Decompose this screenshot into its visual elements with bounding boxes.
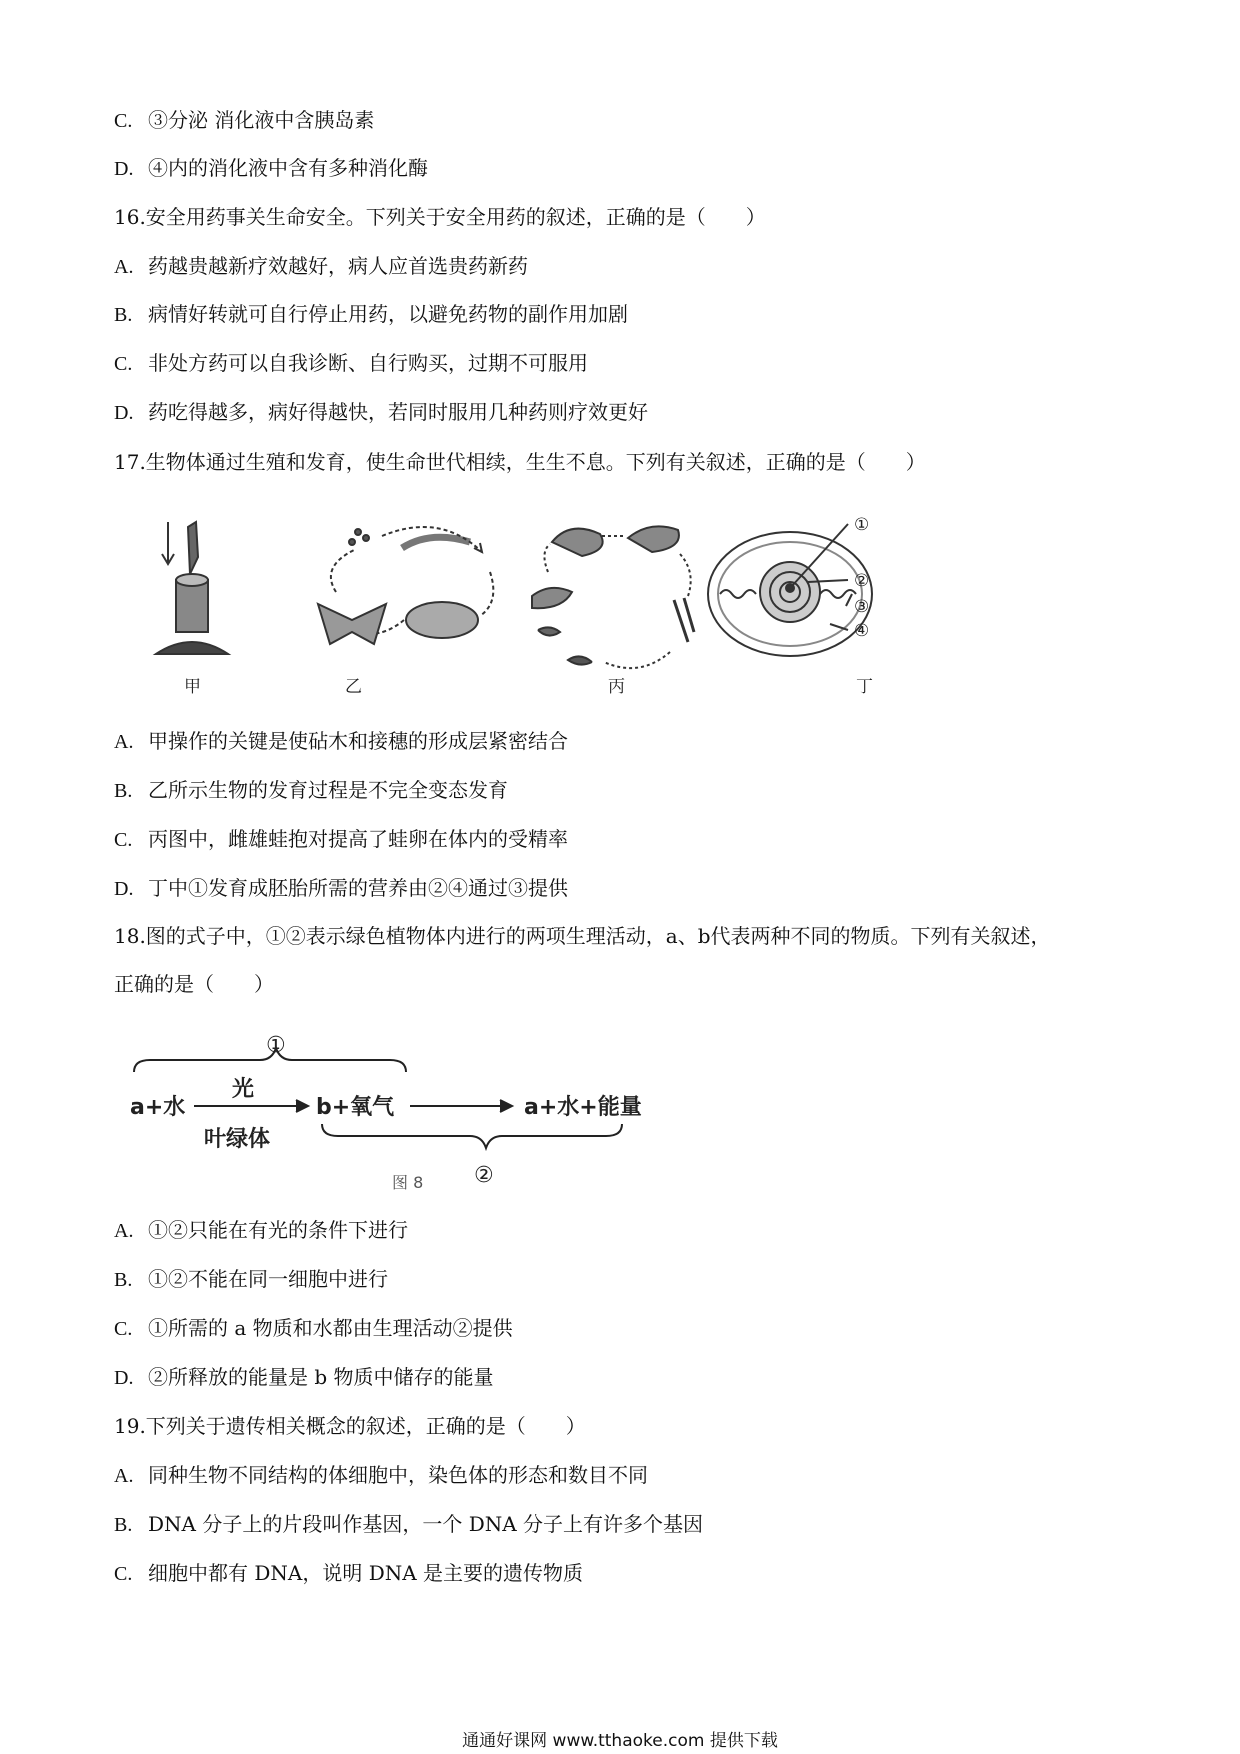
figure-label-yi: 乙 <box>345 677 362 697</box>
egg-marker-4: ④ <box>854 621 870 641</box>
q18-stem-line-1: 18.图的式子中，①②表示绿色植物体内进行的两项生理活动，a、b代表两种不同的物质。下列有关叙述， <box>114 924 1051 948</box>
brace-label-1: ① <box>266 1033 286 1058</box>
q19-option-a: A. 同种生物不同结构的体细胞中，染色体的形态和数目不同 <box>114 1463 648 1487</box>
bird-egg-illustration <box>708 524 872 656</box>
grafting-illustration <box>156 522 228 654</box>
q17-option-a: A. 甲操作的关键是使砧木和接穗的形成层紧密结合 <box>114 729 568 753</box>
q15-option-c: C. ③分泌 消化液中含胰岛素 <box>114 108 375 132</box>
q16-stem: 16.安全用药事关生命安全。下列关于安全用药的叙述，正确的是（ ） <box>114 205 766 229</box>
figure-caption: 图 8 <box>392 1173 424 1192</box>
q16-option-a: A. 药越贵越新疗效越好，病人应首选贵药新药 <box>114 254 528 278</box>
q18-option-c: C. ①所需的 a 物质和水都由生理活动②提供 <box>114 1316 513 1340</box>
equation-products: b+氧气 <box>316 1095 395 1120</box>
q16-option-b: B. 病情好转就可自行停止用药，以避免药物的副作用加剧 <box>114 302 628 326</box>
q17-option-c: C. 丙图中，雌雄蛙抱对提高了蛙卵在体内的受精率 <box>114 827 568 851</box>
q18-option-b: B. ①②不能在同一细胞中进行 <box>114 1267 388 1291</box>
equation-respiration-products: a+水+能量 <box>524 1095 642 1120</box>
q17-option-d: D. 丁中①发育成胚胎所需的营养由②④通过③提供 <box>114 876 568 900</box>
q19-option-c: C. 细胞中都有 DNA，说明 DNA 是主要的遗传物质 <box>114 1561 584 1585</box>
page-footer: 通通好课网 www.tthaoke.com 提供下载 <box>462 1731 778 1751</box>
q18-option-d: D. ②所释放的能量是 b 物质中储存的能量 <box>114 1365 494 1389</box>
q18-equation-figure <box>130 1022 670 1192</box>
figure-label-bing: 丙 <box>608 677 625 697</box>
brace-label-2: ② <box>474 1163 494 1188</box>
q17-figure <box>140 512 970 702</box>
q16-option-d: D. 药吃得越多，病好得越快，若同时服用几种药则疗效更好 <box>114 400 648 424</box>
equation-condition-chloroplast: 叶绿体 <box>204 1127 271 1152</box>
equation-reactants: a+水 <box>130 1095 186 1120</box>
q19-option-b: B. DNA 分子上的片段叫作基因，一个 DNA 分子上有许多个基因 <box>114 1512 704 1536</box>
equation-condition-light: 光 <box>232 1077 255 1102</box>
q15-option-d: D. ④内的消化液中含有多种消化酶 <box>114 156 428 180</box>
q16-option-c: C. 非处方药可以自我诊断、自行购买，过期不可服用 <box>114 351 588 375</box>
figure-label-ding: 丁 <box>856 677 873 697</box>
q17-option-b: B. 乙所示生物的发育过程是不完全变态发育 <box>114 778 508 802</box>
q18-stem-line-2: 正确的是（ ） <box>114 972 274 996</box>
egg-marker-3: ③ <box>854 597 870 617</box>
q17-stem: 17.生物体通过生殖和发育，使生命世代相续，生生不息。下列有关叙述，正确的是（ ） <box>114 450 926 474</box>
frog-lifecycle-illustration <box>532 526 694 668</box>
q18-option-a: A. ①②只能在有光的条件下进行 <box>114 1218 408 1242</box>
q19-stem: 19.下列关于遗传相关概念的叙述，正确的是（ ） <box>114 1414 586 1438</box>
moth-lifecycle-illustration <box>318 527 493 644</box>
figure-label-jia: 甲 <box>184 677 201 697</box>
egg-marker-1: ① <box>854 515 870 535</box>
egg-marker-2: ② <box>854 571 870 591</box>
